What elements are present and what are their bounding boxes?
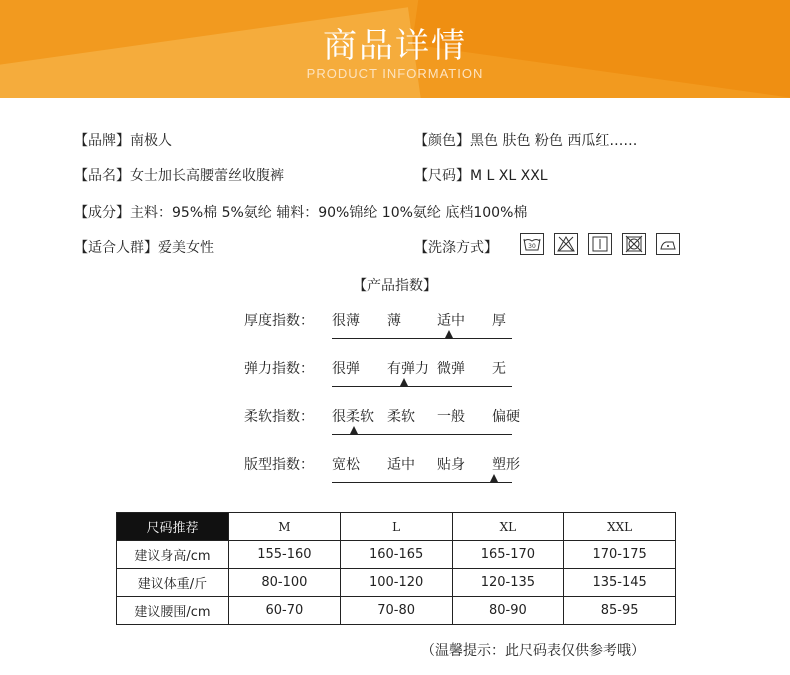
size-column-header: L <box>340 513 452 541</box>
info-brand: 【品牌】南极人 <box>74 133 172 149</box>
index-level: 宽松 <box>332 457 360 473</box>
index-level: 适中 <box>437 313 465 329</box>
index-level: 适中 <box>387 457 415 473</box>
table-cell: 120-135 <box>452 569 564 597</box>
table-cell: 155-160 <box>229 541 341 569</box>
info-color: 【颜色】黑色 肤色 粉色 西瓜红…… <box>414 133 638 149</box>
index-label: 厚度指数： <box>244 313 314 329</box>
index-marker <box>490 474 498 482</box>
index-scale-line <box>332 482 512 483</box>
header-banner <box>0 0 790 98</box>
table-cell: 160-165 <box>340 541 452 569</box>
index-level: 一般 <box>437 409 465 425</box>
table-cell: 100-120 <box>340 569 452 597</box>
banner-title: 商品详情 <box>323 26 467 66</box>
table-row <box>117 569 676 597</box>
size-column-header: M <box>229 513 341 541</box>
size-table <box>116 512 676 625</box>
table-cell: 135-145 <box>564 569 676 597</box>
index-scale-line <box>332 338 512 339</box>
table-cell: 170-175 <box>564 541 676 569</box>
info-product-name: 【品名】女士加长高腰蕾丝收腹裤 <box>74 168 284 184</box>
wash-30-icon <box>520 233 544 255</box>
index-level: 薄 <box>387 313 401 329</box>
index-label: 版型指数： <box>244 457 314 473</box>
index-label: 柔软指数： <box>244 409 314 425</box>
index-level: 贴身 <box>437 457 465 473</box>
index-level: 很薄 <box>332 313 360 329</box>
table-cell: 80-100 <box>229 569 341 597</box>
index-label: 弹力指数： <box>244 361 314 377</box>
row-label: 建议体重/斤 <box>117 569 229 597</box>
index-row <box>244 454 534 494</box>
table-cell: 60-70 <box>229 597 341 625</box>
index-marker <box>400 378 408 386</box>
row-label: 建议身高/cm <box>117 541 229 569</box>
svg-text:30: 30 <box>528 243 536 250</box>
index-marker <box>445 330 453 338</box>
index-level: 微弹 <box>437 361 465 377</box>
wash-icons <box>520 233 680 255</box>
size-column-header: XL <box>452 513 564 541</box>
size-column-header: XXL <box>564 513 676 541</box>
size-note: （温馨提示：此尺码表仅供参考哦） <box>421 643 645 659</box>
table-cell: 70-80 <box>340 597 452 625</box>
hang-dry-icon <box>588 233 612 255</box>
index-marker <box>350 426 358 434</box>
index-level: 有弹力 <box>387 361 429 377</box>
index-row <box>244 310 534 350</box>
index-level: 很弹 <box>332 361 360 377</box>
table-row <box>117 597 676 625</box>
row-label: 建议腰围/cm <box>117 597 229 625</box>
info-size: 【尺码】M L XL XXL <box>414 168 548 184</box>
no-tumble-dry-icon <box>622 233 646 255</box>
index-scale-line <box>332 386 512 387</box>
info-wash-label: 【洗涤方式】 <box>414 240 498 256</box>
table-row <box>117 541 676 569</box>
index-level: 无 <box>492 361 506 377</box>
info-audience: 【适合人群】爱美女性 <box>74 240 214 256</box>
banner-subtitle: PRODUCT INFORMATION <box>306 66 484 81</box>
table-cell: 80-90 <box>452 597 564 625</box>
index-row <box>244 406 534 446</box>
size-table-header-row <box>117 513 676 541</box>
index-scale-line <box>332 434 512 435</box>
index-level: 很柔软 <box>332 409 374 425</box>
info-composition: 【成分】主料：95%棉 5%氨纶 辅料：90%锦纶 10%氨纶 底档100%棉 <box>74 205 528 221</box>
table-cell: 85-95 <box>564 597 676 625</box>
index-level: 柔软 <box>387 409 415 425</box>
low-iron-icon <box>656 233 680 255</box>
index-row <box>244 358 534 398</box>
index-level: 偏硬 <box>492 409 520 425</box>
size-table-title: 尺码推荐 <box>117 513 229 541</box>
table-cell: 165-170 <box>452 541 564 569</box>
index-level: 塑形 <box>492 457 520 473</box>
index-level: 厚 <box>492 313 506 329</box>
no-bleach-icon <box>554 233 578 255</box>
product-index-title: 【产品指数】 <box>353 278 437 294</box>
